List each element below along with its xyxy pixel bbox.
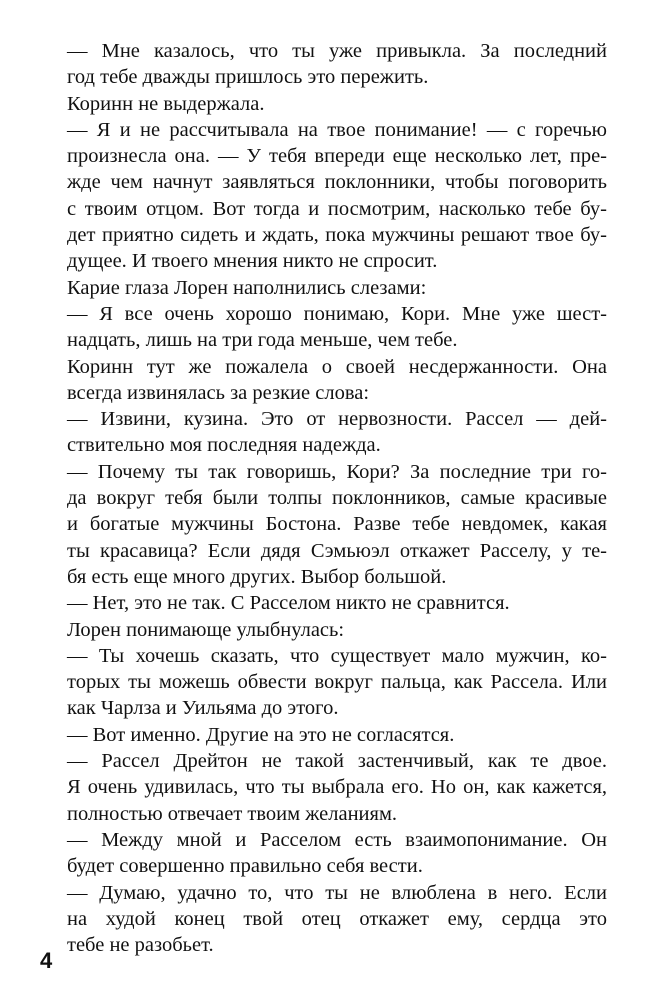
text-line: — Рассел Дрейтон не такой застенчивый, как те двое. <box>67 750 607 773</box>
text-line: всегда извинялась за резкие слова: <box>67 381 370 404</box>
paragraph <box>39 827 607 880</box>
text-line: жде чем начнут заявляться поклонники, чтобы поговорить <box>67 171 607 194</box>
text-line: — Вот именно. Другие на это не согласятся. <box>67 723 455 746</box>
text-line: — Нет, это не так. С Расселом никто не сравнится. <box>67 592 510 615</box>
paragraph <box>39 459 607 590</box>
text-line: тебе не разобьет. <box>67 934 214 957</box>
text-line: как Чарлза и Уильяма до этого. <box>67 697 339 720</box>
paragraph <box>39 643 607 722</box>
text-line: Коринн не выдержала. <box>67 92 265 115</box>
paragraph <box>39 406 607 459</box>
text-line: да вокруг тебя были толпы поклонников, самые красивые <box>67 487 607 510</box>
text-line: полностью отвечает твоим желаниям. <box>67 802 398 825</box>
paragraph <box>39 117 607 275</box>
page-number: 4 <box>40 948 53 973</box>
paragraph <box>39 748 607 827</box>
text-line: — Почему ты так говоришь, Кори? За последние три го- <box>67 460 607 483</box>
text-line: будет совершенно правильно себя вести. <box>67 855 423 878</box>
text-line: дет приятно сидеть и ждать, пока мужчины решают твое бу- <box>67 224 607 247</box>
paragraph <box>39 301 607 354</box>
text-line: Я очень удивилась, что ты выбрала его. Но он, как кажется, <box>67 776 607 799</box>
text-line: Коринн тут же пожалела о своей несдержанности. Она <box>67 355 607 378</box>
text-line: на худой конец твой отец откажет ему, сердца это <box>67 907 607 930</box>
text-line: — Между мной и Расселом есть взаимопонимание. Он <box>67 828 607 851</box>
text-line: — Я и не рассчитывала на твое понимание! — с горечью <box>67 118 607 141</box>
text-line: — Извини, кузина. Это от нервозности. Рассел — дей- <box>67 408 607 431</box>
text-line: — Думаю, удачно то, что ты не влюблена в него. Если <box>67 881 607 904</box>
text-line: бя есть еще много других. Выбор большой. <box>67 565 447 588</box>
paragraph <box>39 38 607 91</box>
text-line: дущее. И твоего мнения никто не спросит. <box>67 250 438 273</box>
page-text <box>39 38 607 958</box>
text-line: — Я все очень хорошо понимаю, Кори. Мне уже шест- <box>67 302 607 325</box>
paragraph <box>39 275 607 301</box>
text-line: произнесла она. — У тебя впереди еще несколько лет, пре- <box>67 145 607 168</box>
paragraph <box>39 590 607 616</box>
text-line: Карие глаза Лорен наполнились слезами: <box>67 276 427 299</box>
text-line: ствительно моя последняя надежда. <box>67 434 381 457</box>
text-line: торых ты можешь обвести вокруг пальца, как Рассела. Или <box>67 671 607 694</box>
text-line: год тебе дважды пришлось это пережить. <box>67 66 429 89</box>
text-line: надцать, лишь на три года меньше, чем тебе. <box>67 329 458 352</box>
paragraph <box>39 91 607 117</box>
text-line: Лорен понимающе улыбнулась: <box>67 618 345 641</box>
paragraph <box>39 354 607 407</box>
text-line: — Мне казалось, что ты уже привыкла. За последний <box>67 40 607 62</box>
paragraph <box>39 617 607 643</box>
paragraph <box>39 722 607 748</box>
text-line: с твоим отцом. Вот тогда и посмотрим, насколько тебе бу- <box>67 197 607 220</box>
text-line: ты красавица? Если дядя Сэмьюэл откажет Расселу, у те- <box>67 539 607 562</box>
text-line: — Ты хочешь сказать, что существует мало мужчин, ко- <box>67 644 607 667</box>
paragraph <box>39 880 607 959</box>
text-line: и богатые мужчины Бостона. Разве тебе невдомек, какая <box>67 513 607 536</box>
